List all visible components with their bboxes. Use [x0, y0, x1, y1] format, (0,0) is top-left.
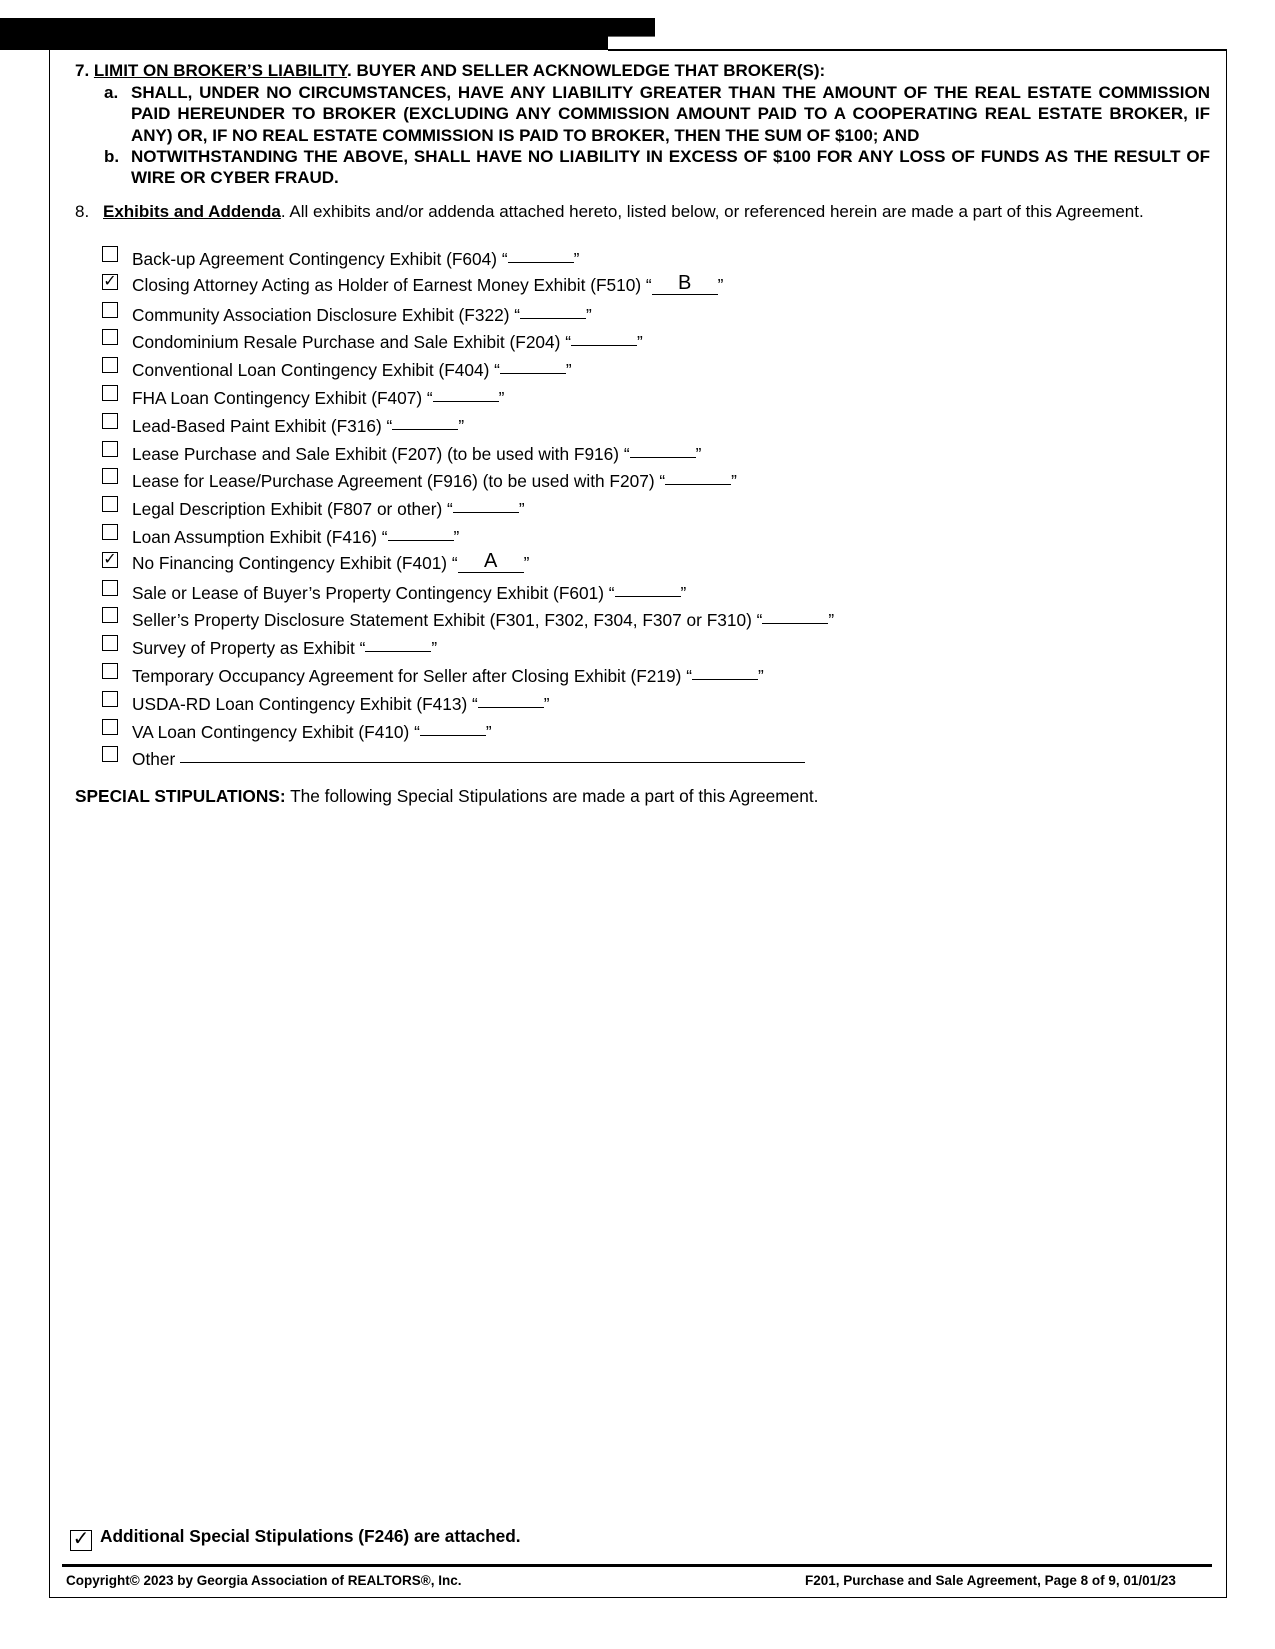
section-8-body — [103, 201, 1210, 223]
exhibit-close-quote: ” — [680, 582, 687, 603]
exhibit-label-text: Conventional Loan Contingency Exhibit (F404) “ — [132, 360, 500, 381]
exhibit-letter-field[interactable] — [665, 467, 731, 485]
exhibit-close-quote: ” — [498, 387, 505, 408]
exhibit-label — [132, 271, 724, 297]
exhibit-label — [132, 747, 805, 770]
exhibit-letter-field[interactable] — [453, 495, 519, 513]
exhibit-label-text: FHA Loan Contingency Exhibit (F407) “ — [132, 387, 433, 408]
exhibit-close-quote: ” — [695, 443, 702, 464]
exhibit-label-text: Temporary Occupancy Agreement for Seller after Closing Exhibit (F219) “ — [132, 665, 692, 686]
exhibit-checkbox[interactable] — [102, 524, 118, 540]
section-7b-text: NOTWITHSTANDING THE ABOVE, SHALL HAVE NO LIABILITY IN EXCESS OF $100 FOR ANY LOSS OF FUNDS AS THE RESULT OF WIRE OR CYBER FRAUD. — [131, 147, 1210, 188]
exhibit-label-text: Condominium Resale Purchase and Sale Exhibit (F204) “ — [132, 332, 571, 353]
redaction-bar-lower — [0, 34, 608, 50]
section-7b-marker: b. — [104, 147, 120, 166]
exhibit-checkbox[interactable]: ✓ — [103, 550, 117, 568]
exhibit-label — [132, 303, 592, 326]
exhibit-label-text: Lease Purchase and Sale Exhibit (F207) (to be used with F916) “ — [132, 443, 630, 464]
exhibit-close-quote: ” — [518, 499, 525, 520]
exhibit-label — [132, 497, 525, 520]
exhibit-close-quote: ” — [543, 693, 550, 714]
exhibit-label — [132, 692, 550, 715]
exhibit-letter-field[interactable] — [420, 718, 486, 736]
exhibit-checkbox[interactable] — [102, 663, 118, 679]
exhibit-close-quote: ” — [828, 610, 835, 631]
exhibit-letter-field[interactable] — [478, 690, 544, 708]
exhibit-close-quote: ” — [573, 249, 580, 269]
exhibit-label — [132, 469, 737, 492]
section-7-intro: . BUYER AND SELLER ACKNOWLEDGE THAT BROKER(S): — [347, 61, 826, 80]
exhibit-label-text: Closing Attorney Acting as Holder of Earnest Money Exhibit (F510) “ — [132, 274, 652, 295]
special-stipulations-text: The following Special Stipulations are made a part of this Agreement. — [285, 786, 819, 806]
additional-stipulations-checkbox[interactable]: ✓ — [70, 1530, 92, 1551]
exhibit-label-text: VA Loan Contingency Exhibit (F410) “ — [132, 721, 420, 742]
exhibit-label-text: Loan Assumption Exhibit (F416) “ — [132, 526, 388, 547]
exhibit-label — [132, 386, 504, 409]
exhibit-close-quote: ” — [757, 665, 764, 686]
exhibit-label — [132, 358, 572, 381]
exhibit-letter-field[interactable] — [433, 384, 499, 402]
section-7a-marker: a. — [104, 83, 119, 102]
exhibit-close-quote: ” — [523, 552, 530, 573]
exhibit-label-text: Lease for Lease/Purchase Agreement (F916) (to be used with F207) “ — [132, 471, 666, 492]
exhibit-label — [132, 720, 492, 743]
special-stipulations — [75, 786, 818, 807]
exhibit-label-text: Other — [132, 749, 181, 770]
exhibit-label-text: Survey of Property as Exhibit “ — [132, 638, 366, 659]
section-7-number: 7. — [75, 61, 90, 80]
exhibit-label-text: Lead-Based Paint Exhibit (F316) “ — [132, 415, 393, 436]
exhibit-close-quote: ” — [731, 471, 737, 492]
section-7-heading — [75, 61, 825, 81]
exhibit-checkbox[interactable] — [102, 635, 118, 651]
exhibit-label-text: USDA-RD Loan Contingency Exhibit (F413) “ — [132, 693, 478, 714]
exhibit-letter-field[interactable] — [365, 634, 431, 652]
exhibit-checkbox[interactable] — [102, 302, 118, 318]
other-exhibit-field[interactable] — [180, 745, 805, 763]
exhibit-letter-field[interactable] — [508, 245, 574, 263]
exhibit-close-quote: ” — [636, 332, 643, 353]
section-8-number: 8. — [75, 202, 90, 221]
exhibit-label-text: Legal Description Exhibit (F807 or other) “ — [132, 499, 453, 520]
additional-stipulations — [70, 1526, 521, 1551]
exhibit-letter-field[interactable] — [630, 440, 696, 458]
exhibit-checkbox[interactable] — [102, 607, 118, 623]
exhibit-label-text: Back-up Agreement Contingency Exhibit (F604) “ — [132, 249, 508, 269]
exhibit-checkbox[interactable] — [102, 246, 118, 262]
exhibit-letter-field[interactable] — [388, 523, 454, 541]
exhibit-label-text: Seller’s Property Disclosure Statement Exhibit (F301, F302, F304, F307 or F310) “ — [132, 610, 763, 631]
exhibit-close-quote: ” — [717, 274, 724, 295]
exhibit-checkbox[interactable] — [102, 357, 118, 373]
footer-form-id: F201, Purchase and Sale Agreement, Page 8 of 9, 01/01/23 — [805, 1573, 1176, 1588]
exhibit-letter-field[interactable] — [520, 301, 586, 319]
exhibit-checkbox[interactable] — [102, 719, 118, 735]
exhibit-close-quote: ” — [458, 415, 465, 436]
section-8-title: Exhibits and Addenda — [103, 202, 281, 221]
exhibit-letter-field[interactable]: A — [458, 555, 524, 573]
exhibit-checkbox[interactable] — [102, 580, 118, 596]
exhibit-label — [132, 414, 464, 437]
section-8 — [75, 201, 1210, 223]
exhibit-checkbox[interactable] — [102, 691, 118, 707]
exhibit-label — [132, 636, 437, 659]
exhibit-label-text: Sale or Lease of Buyer’s Property Contingency Exhibit (F601) “ — [132, 582, 615, 603]
section-8-text: . All exhibits and/or addenda attached hereto, listed below, or referenced herein are made a part of this Agreement. — [280, 202, 1144, 221]
exhibit-checkbox[interactable] — [102, 441, 118, 457]
exhibit-close-quote: ” — [586, 304, 592, 325]
exhibit-label — [132, 247, 579, 270]
footer-rule — [62, 1564, 1212, 1567]
exhibit-label-text: No Financing Contingency Exhibit (F401) “ — [132, 552, 458, 573]
exhibit-checkbox[interactable]: ✓ — [103, 272, 117, 290]
exhibit-checkbox[interactable] — [102, 468, 118, 484]
exhibit-letter-field[interactable] — [615, 579, 681, 597]
exhibit-label — [132, 664, 764, 687]
exhibit-letter-field[interactable] — [392, 412, 458, 430]
exhibit-close-quote: ” — [485, 721, 492, 742]
additional-stipulations-text: Additional Special Stipulations (F246) are attached. — [100, 1526, 521, 1546]
exhibit-label — [132, 581, 686, 604]
exhibit-checkbox[interactable] — [102, 385, 118, 401]
section-7a-text: SHALL, UNDER NO CIRCUMSTANCES, HAVE ANY LIABILITY GREATER THAN THE AMOUNT OF THE REAL ESTATE COMMISSION PAID HEREUNDER TO BROKER (EXCLUDING ANY COMMISSION AMOUNT PAID TO A COOPERATING REAL ESTATE BROKER, IF ANY) OR, IF NO REAL ESTATE COMMISSION IS PAID TO BROKER, THEN THE SUM OF $100; AND — [131, 83, 1210, 145]
exhibit-label — [132, 549, 530, 575]
exhibit-close-quote: ” — [565, 360, 572, 381]
exhibit-label-text: Community Association Disclosure Exhibit (F322) “ — [132, 304, 521, 325]
exhibit-checkbox[interactable] — [102, 746, 118, 762]
exhibit-label — [132, 442, 701, 465]
special-stipulations-title: SPECIAL STIPULATIONS: — [75, 786, 286, 806]
footer-copyright: Copyright© 2023 by Georgia Association of REALTORS®, Inc. — [66, 1573, 462, 1588]
exhibit-close-quote: ” — [453, 526, 460, 547]
exhibit-letter-field[interactable]: B — [652, 277, 718, 295]
exhibit-letter-field[interactable] — [500, 356, 566, 374]
exhibit-checkbox[interactable] — [102, 413, 118, 429]
exhibit-letter-field[interactable] — [692, 662, 758, 680]
exhibit-checkbox[interactable] — [102, 496, 118, 512]
exhibit-label — [132, 525, 459, 548]
exhibit-letter-field[interactable] — [571, 328, 637, 346]
section-7-title: LIMIT ON BROKER’S LIABILITY — [93, 61, 348, 80]
exhibit-letter-field[interactable] — [762, 606, 828, 624]
exhibit-checkbox[interactable] — [102, 329, 118, 345]
exhibit-close-quote: ” — [431, 638, 438, 659]
exhibit-label — [132, 608, 834, 631]
exhibit-label — [132, 330, 643, 353]
